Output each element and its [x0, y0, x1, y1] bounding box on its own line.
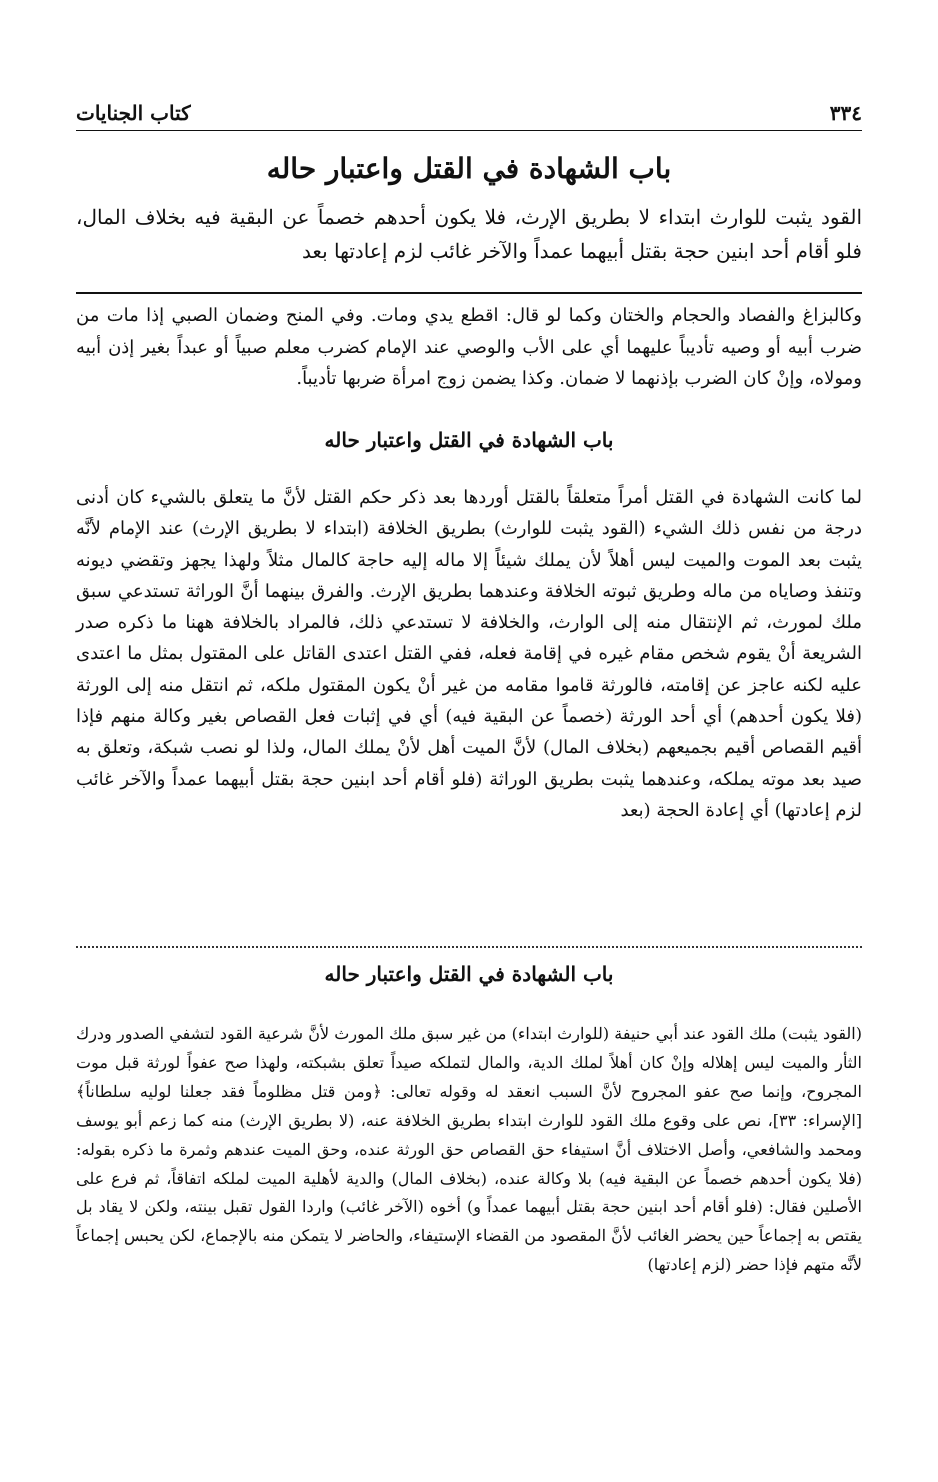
commentary-2-paragraph: لما كانت الشهادة في القتل أمراً متعلقاً بالقتل أوردها بعد ذكر حكم القتل لأنَّ ما يتعلق بالشيء كان أدنى درجة من نفس ذلك الشيء (القود يثبت للوارث) بطريق الخلافة (ابتداء لا بطريق الإرث) عند الإمام لأنَّه يثبت بعد الموت والميت ليس أهلاً لأن يملك شيئاً إلا ماله إليه حاجة كالمال مثلاً ولهذا يجهز وتقضي ديونه وتنفذ وصاياه من ماله وطريق ثبوته الخلافة وعندهما بطريق الإرث. والفرق بينهما أنَّ الوراثة تستدعي سبق ملك لمورث، ثم الإنتقال منه إلى الوارث، والخلافة لا تستدعي ذلك، فالمراد بالخلافة ههنا ما ذكره صدر الشريعة أنْ يقوم شخص مقام غيره في إقامة فعله، ففي القتل اعتدى القاتل على المقتول بمثل ما اعتدى عليه لكنه عاجز عن إقامته، فالورثة قاموا مقامه من غير أنْ يكون المقتول ملكه، ثم انتقل منه إلى الورثة (فلا يكون أحدهم) أي أحد الورثة (خصماً عن البقية فيه) أي في إثبات فعل القصاص بغير وكالة منهم فإذا أقيم القصاص أقيم بجميعهم (بخلاف المال) لأنَّ الميت أهل لأنْ يملك المال، ولذا لو نصب شبكة، وتعلق به صيد بعد موته يملكه، وعندهما يثبت بطريق الوراثة (فلو أقام أحد ابنين حجة بقتل أبيهما عمداً والآخر غائب لزم إعادتها) أي إعادة الحجة (بعد: [76, 487, 862, 821]
commentary-3-heading: باب الشهادة في القتل واعتبار حاله: [324, 962, 614, 986]
commentary-1-paragraph: وكالبزاغ والفصاد والحجام والختان وكما لو قال: اقطع يدي ومات. وفي المنح وضمان الصبي إذا مات من ضرب أبيه أو وصيه تأديباً عليهما أي على الأب والوصي عند الإمام كضرب معلم صبياً أو عبداً بغير إذن أبيه ومولاه، وإنْ كان الضرب بإذنهما لا ضمان. وكذا يضمن زوج امرأة ضربها تأديباً.: [76, 305, 862, 389]
commentary-3-paragraph: (القود يثبت) ملك القود عند أبي حنيفة (للوارث ابتداء) من غير سبق ملك المورث لأنَّ شرعية القود لتشفي الصدور ودرك الثأر والميت ليس إهلاله وإنْ كان أهلاً لملك الدية، والمال لتملكه صيداً تعلق بشبكته، ولهذا صح عفواً لورثة قبل موت المجروح، وإنما صح عفو المجروح لأنَّ السبب انعقد له وقوله تعالى: ﴿ومن قتل مظلوماً فقد جعلنا لوليه سلطاناً﴾ [الإسراء: ٣٣]، نص على وقوع ملك القود للوارث ابتداء بطريق الخلافة عنه، (لا بطريق الإرث) منه كما زعم أبو يوسف ومحمد والشافعي، وأصل الاختلاف أنَّ استيفاء حق القصاص حق الورثة عنده، وحق الميت عندهم وثمرة ما ذكره بقوله: (فلا يكون أحدهم خصماً عن البقية فيه) بلا وكالة عنده، (بخلاف المال) والدية لأهلية الميت لملكه اتفاقاً، ثم فرع على الأصلين فقال: (فلو أقام أحد ابنين حجة بقتل أبيهما عمداً و) أخوه (الآخر غائب) واردا القول تقبل بينته، ولكن لا يقاد بل يقتص به إجماعاً حين يحضر الغائب لأنَّ المقصود من القضاء الإستيفاء، والحاضر لا يتمكن منه بالإجماع، لكن يحبس إجماعاً لأنَّه متهم فإذا حضر (لزم إعادتها): [76, 1024, 863, 1275]
matn-text: [76, 200, 862, 268]
book-title: كتاب الجنايات: [76, 101, 191, 125]
running-header: [76, 96, 862, 131]
commentary-2: [76, 482, 862, 826]
commentary-3: [76, 1020, 862, 1280]
dotted-separator: [76, 946, 862, 948]
commentary-1: [76, 300, 862, 395]
matn-paragraph: القود يثبت للوارث ابتداء لا بطريق الإرث، فلا يكون أحدهم خصماً عن البقية فيه بخلاف المال، فلو أقام أحد ابنين حجة بقتل أبيهما عمداً والآخر غائب لزم إعادتها بعد: [76, 205, 862, 263]
separator-rule: [76, 292, 862, 294]
page-number: ٣٣٤: [829, 101, 862, 125]
commentary-1-heading: باب الشهادة في القتل واعتبار حاله: [324, 428, 614, 452]
chapter-heading: باب الشهادة في القتل واعتبار حاله: [266, 152, 672, 185]
